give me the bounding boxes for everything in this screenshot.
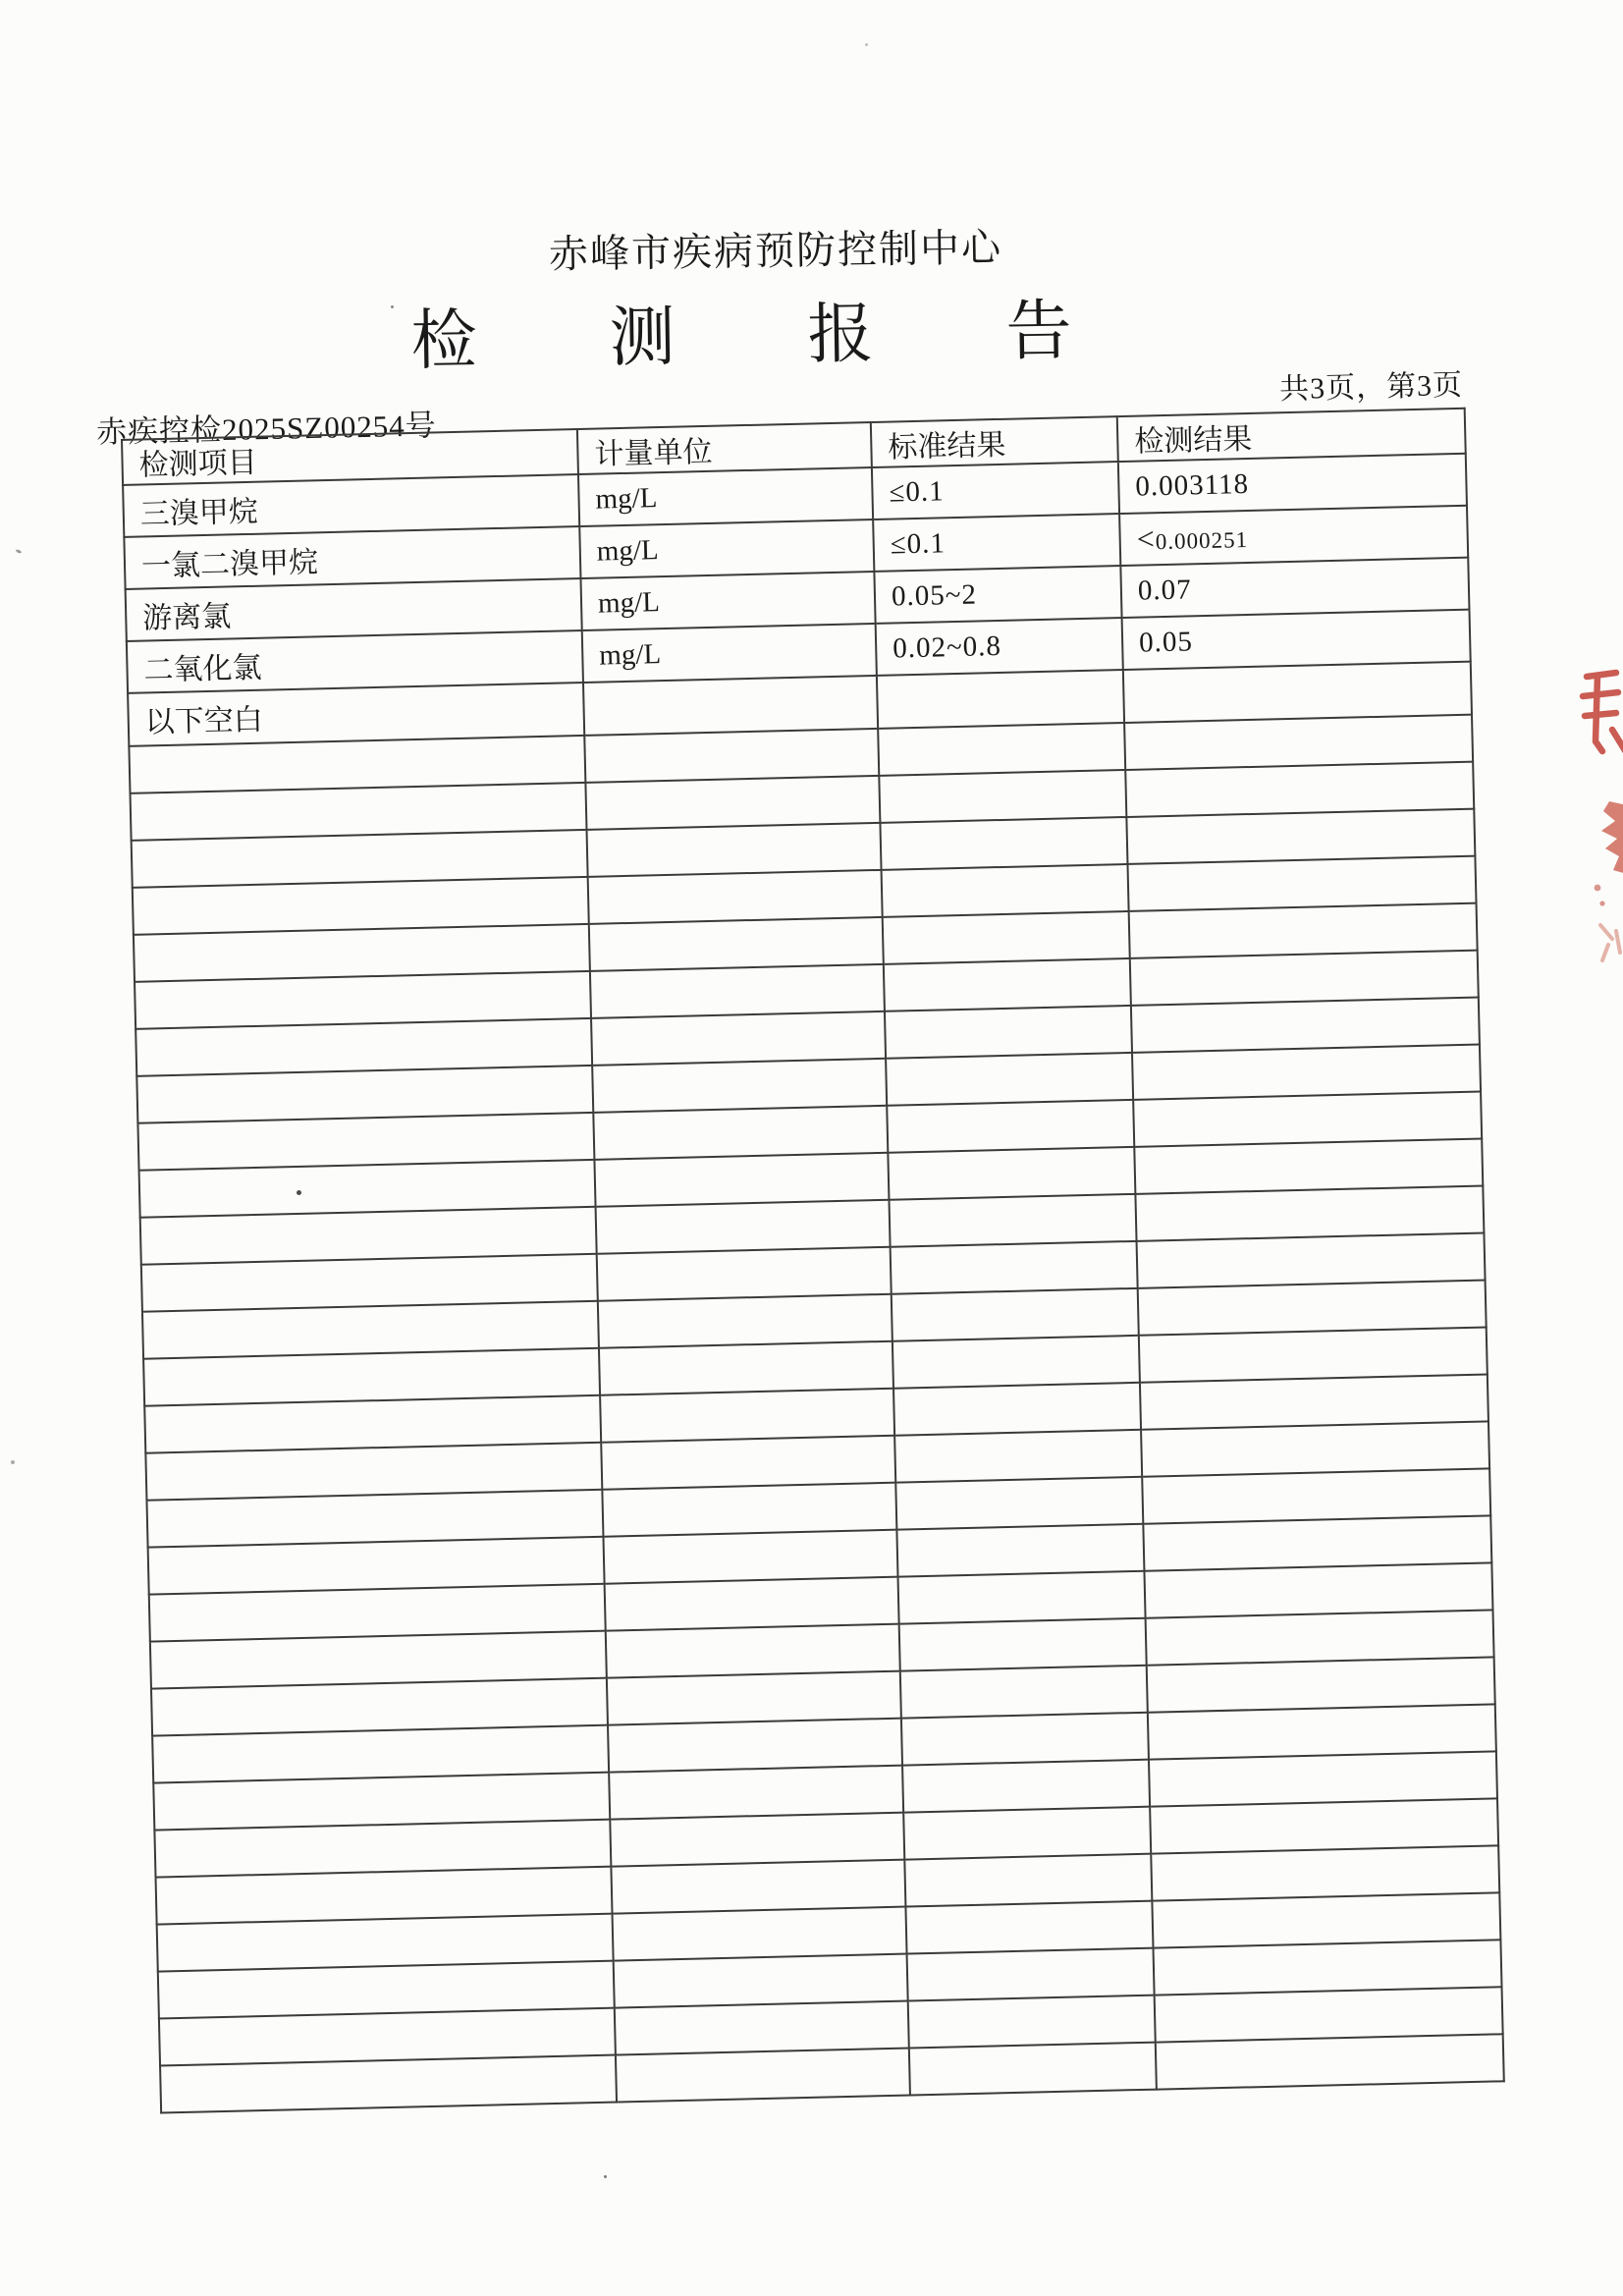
cell-result xyxy=(1129,903,1478,958)
cell-result xyxy=(1151,1845,1499,1900)
cell-unit: mg/L xyxy=(580,572,875,630)
cell-standard xyxy=(877,670,1124,729)
cell-unit xyxy=(607,1671,901,1725)
cell-unit xyxy=(600,1389,894,1443)
cell-result: <0.000251 xyxy=(1119,506,1468,566)
report-title: 检测报告 xyxy=(410,293,1206,378)
cell-unit xyxy=(597,1247,892,1301)
cell-standard: 0.02~0.8 xyxy=(876,618,1123,676)
cell-standard xyxy=(879,770,1126,823)
cell-unit xyxy=(584,729,879,783)
cell-result xyxy=(1127,856,1476,911)
stamp-fragment-icon xyxy=(1589,882,1623,966)
cell-result xyxy=(1137,1233,1486,1288)
cell-result xyxy=(1140,1374,1488,1429)
cell-result xyxy=(1124,715,1473,770)
cell-standard xyxy=(909,2043,1157,2096)
cell-unit xyxy=(591,1011,886,1066)
cell-standard xyxy=(895,1477,1143,1530)
cell-standard xyxy=(903,1807,1151,1860)
cell-unit xyxy=(611,1860,905,1914)
cell-unit xyxy=(598,1294,893,1348)
cell-result xyxy=(1126,809,1475,864)
cell-result xyxy=(1131,998,1480,1053)
paper-speck xyxy=(604,2175,607,2178)
cell-standard xyxy=(889,1194,1136,1247)
cell-result xyxy=(1134,1139,1483,1194)
cell-result xyxy=(1148,1704,1496,1759)
cell-standard xyxy=(898,1571,1146,1624)
cell-standard xyxy=(883,911,1130,964)
cell-standard xyxy=(882,864,1129,917)
document-number: 赤疾控检2025SZ00254号 xyxy=(95,408,438,450)
header-unit: 计量单位 xyxy=(577,422,872,474)
cell-standard xyxy=(902,1760,1150,1813)
cell-result xyxy=(1133,1092,1482,1147)
cell-unit xyxy=(608,1719,902,1773)
cell-result: 0.003118 xyxy=(1118,454,1467,514)
cell-standard xyxy=(899,1618,1147,1671)
cell-unit: mg/L xyxy=(579,519,874,578)
cell-unit xyxy=(588,870,883,924)
cell-standard xyxy=(905,1901,1153,1954)
cell-test-item: 三溴甲烷 xyxy=(123,474,579,537)
cell-unit xyxy=(594,1153,889,1207)
cell-standard: ≤0.1 xyxy=(872,462,1119,519)
cell-unit xyxy=(609,1766,903,1820)
cell-standard xyxy=(892,1288,1139,1341)
cell-result xyxy=(1132,1045,1481,1100)
cell-result xyxy=(1125,762,1474,817)
cell-unit xyxy=(593,1106,888,1160)
cell-standard xyxy=(901,1713,1149,1766)
cell-result xyxy=(1147,1657,1495,1712)
organization-title: 赤峰市疾病预防控制中心 xyxy=(548,225,1003,277)
cell-unit xyxy=(615,2001,909,2055)
cell-standard xyxy=(893,1383,1141,1436)
cell-unit xyxy=(603,1530,897,1584)
paper-speck xyxy=(297,1190,301,1195)
cell-unit xyxy=(587,823,882,877)
cell-standard: ≤0.1 xyxy=(873,514,1120,572)
stamp-fragment-icon xyxy=(1584,801,1623,874)
cell-result xyxy=(1150,1798,1498,1853)
cell-standard xyxy=(893,1336,1140,1389)
cell-standard xyxy=(878,723,1125,776)
cell-result xyxy=(1135,1186,1484,1241)
cell-unit xyxy=(601,1436,895,1490)
cell-standard xyxy=(908,1995,1156,2049)
cell-standard xyxy=(884,958,1131,1011)
cell-unit xyxy=(616,2049,910,2103)
cell-standard xyxy=(885,1006,1132,1059)
cell-result xyxy=(1153,1940,1501,1995)
cell-result xyxy=(1156,2034,1504,2089)
paper-speck xyxy=(865,43,868,46)
header-standard: 标准结果 xyxy=(871,416,1118,467)
cell-unit xyxy=(613,1907,907,1961)
cell-result: 0.07 xyxy=(1120,558,1469,618)
cell-test-item: 以下空白 xyxy=(128,683,584,746)
cell-result xyxy=(1146,1610,1494,1665)
cell-result xyxy=(1142,1468,1490,1523)
cell-result xyxy=(1123,662,1472,723)
cell-unit xyxy=(599,1341,893,1395)
cell-test-item: 二氧化氯 xyxy=(127,630,583,693)
cell-unit xyxy=(589,917,884,971)
cell-result xyxy=(1143,1515,1491,1570)
cell-result: 0.05 xyxy=(1122,610,1471,670)
cell-standard xyxy=(896,1524,1144,1577)
cell-unit xyxy=(585,776,880,830)
header-result: 检测结果 xyxy=(1117,409,1466,462)
cell-result xyxy=(1130,951,1479,1006)
cell-unit xyxy=(590,964,885,1018)
cell-standard: 0.05~2 xyxy=(874,566,1121,624)
results-table xyxy=(121,408,1505,2114)
cell-unit xyxy=(592,1059,887,1113)
cell-standard xyxy=(904,1854,1152,1907)
cell-result xyxy=(1138,1280,1487,1335)
cell-test-item xyxy=(160,2055,617,2113)
cell-result xyxy=(1141,1421,1489,1476)
cell-standard xyxy=(887,1100,1134,1153)
cell-test-item: 一氯二溴甲烷 xyxy=(124,526,580,589)
cell-result xyxy=(1149,1751,1497,1806)
cell-standard xyxy=(907,1948,1155,2001)
cell-unit xyxy=(606,1624,900,1678)
cell-standard xyxy=(888,1147,1135,1200)
paper-speck xyxy=(16,549,23,554)
cell-unit xyxy=(602,1483,896,1537)
results-table-body xyxy=(123,454,1504,2113)
cell-test-item: 游离氯 xyxy=(126,578,582,641)
cell-unit xyxy=(583,676,878,736)
stamp-fragment-icon xyxy=(1573,669,1623,759)
paper-speck xyxy=(391,305,394,308)
cell-standard xyxy=(886,1053,1133,1106)
cell-unit xyxy=(614,1954,908,2008)
cell-standard xyxy=(891,1241,1138,1294)
cell-unit xyxy=(610,1813,904,1867)
cell-unit: mg/L xyxy=(578,467,873,526)
cell-result xyxy=(1155,1987,1503,2042)
results-table-wrap xyxy=(121,408,1503,2114)
cell-unit: mg/L xyxy=(582,624,877,683)
cell-standard xyxy=(900,1666,1148,1719)
cell-standard xyxy=(894,1430,1142,1483)
cell-unit xyxy=(596,1200,891,1254)
cell-standard xyxy=(880,817,1127,870)
cell-result xyxy=(1139,1327,1488,1382)
pagination-label: 共3页，第3页 xyxy=(1278,368,1464,407)
cell-unit xyxy=(605,1577,899,1631)
header-test-item: 检测项目 xyxy=(122,429,578,485)
cell-result xyxy=(1144,1562,1492,1617)
paper-speck xyxy=(11,1460,15,1464)
cell-result xyxy=(1152,1892,1500,1947)
